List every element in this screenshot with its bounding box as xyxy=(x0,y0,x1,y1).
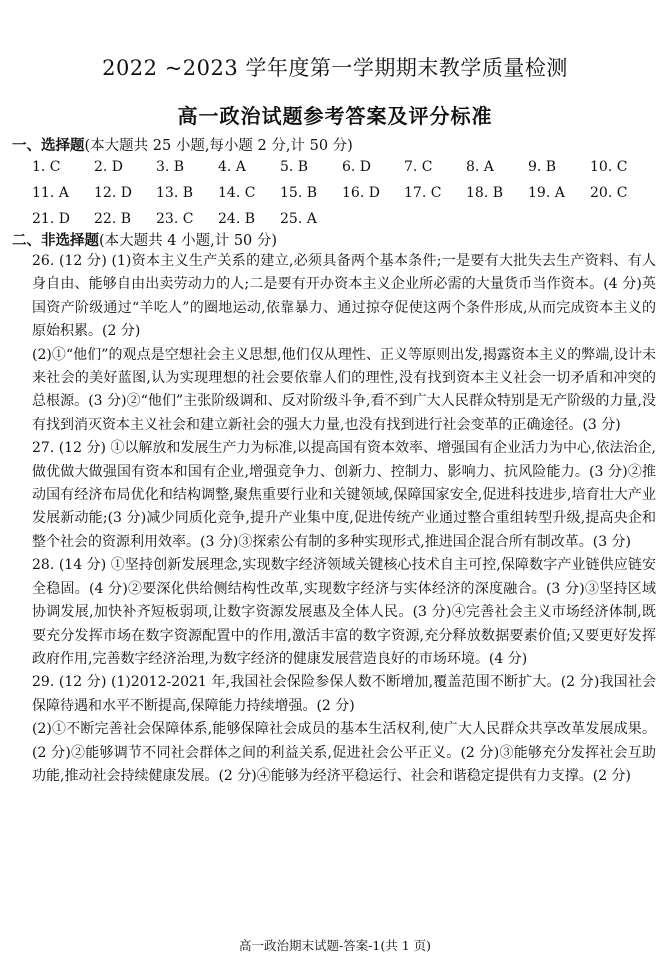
section-note: (本大题共 25 小题,每小题 2 分,计 50 分) xyxy=(84,138,353,154)
answer-paragraph: 27. (12 分) ①以解放和发展生产力为标准,以提高国有资本效率、增强国有企业活力为中心,依法治企,做优做大做强国有资本和国有企业,增强竞争力、创新力、控制力、影响力、抗风险能力。(3 分)②推动国有经济布局优化和结构调整,聚焦重要行业和关键领域,保障国家安全,促进科技进步,培育壮大产业发展新动能;(3 分)减少同质化竞争,提升产业集中度,促进传统产业通过整合重组转型升级,提高央企和整个社会的资源利用效率。(3 分)③探索公有制的多种实现形式,推进国企混合所有制改革。(3 分) xyxy=(32,440,656,550)
choice-answer: 6. D xyxy=(342,159,372,175)
answer-paragraph: 29. (12 分) (1)2012-2021 年,我国社会保险参保人数不断增加,覆盖范围不断扩大。(2 分)我国社会保障待遇和水平不断提高,保障能力持续增强。(2 分) xyxy=(32,674,656,714)
choice-answer: 16. D xyxy=(342,185,380,201)
choice-answer: 17. C xyxy=(404,185,442,201)
answer-paragraph: (2)①“他们”的观点是空想社会主义思想,他们仅从理性、正义等原则出发,揭露资本主义的弊端,设计未来社会的美好蓝图,认为实现理想的社会要依靠人们的理性,没有找到资本主义社会一切矛盾和冲突的总根源。(3 分)②“他们”主张阶级调和、反对阶级斗争,看不到广大人民群众特别是无产阶级的力量,没有找到消灭资本主义社会和建立新社会的强大力量,也没有找到进行社会变革的正确途径。(3 分) xyxy=(32,346,656,433)
choice-answer: 8. A xyxy=(466,159,494,175)
choice-answer: 23. C xyxy=(156,211,194,227)
section-multiple-choice-heading xyxy=(12,134,353,155)
choice-answer: 25. A xyxy=(280,211,317,227)
section-note: (本大题共 4 小题,计 50 分) xyxy=(99,233,278,249)
choice-answer: 21. D xyxy=(32,211,70,227)
answer-paragraph: 26. (12 分) (1)资本主义生产关系的建立,必须具备两个基本条件;一是要有大批失去生产资料、有人身自由、能够自由出卖劳动力的人;二是要有开办资本主义企业所必需的大量货币当作资本。(4 分)英国资产阶级通过“羊吃人”的圈地运动,依靠暴力、通过掠夺促使这两个条件形成,从而完成资本主义的原始积累。(2 分) xyxy=(32,253,656,340)
choice-answer: 13. B xyxy=(156,185,194,201)
open-question-answers xyxy=(32,250,656,788)
section-label: 一、选择题 xyxy=(12,137,85,154)
choice-answer: 20. C xyxy=(590,185,628,201)
choice-answer: 22. B xyxy=(94,211,132,227)
choice-answer: 1. C xyxy=(32,159,61,175)
choice-answer: 11. A xyxy=(32,185,69,201)
page-subtitle: 高一政治试题参考答案及评分标准 xyxy=(177,104,493,128)
choice-answer: 24. B xyxy=(218,211,256,227)
question-answer-block xyxy=(32,554,656,671)
choice-answer: 4. A xyxy=(218,159,246,175)
choice-answer: 15. B xyxy=(280,185,318,201)
page-title: 2022 ~2023 学年度第一学期期末教学质量检测 xyxy=(102,56,568,80)
page-footer: 高一政治期末试题-答案-1(共 1 页) xyxy=(238,938,432,953)
answer-paragraph: 28. (14 分) ①坚持创新发展理念,实现数字经济领域关键核心技术自主可控,保障数字产业链供应链安全稳固。(4 分)②要深化供给侧结构性改革,实现数字经济与实体经济的深度融合。(3 分)③坚持区域协调发展,加快补齐短板弱项,让数字资源发展惠及全体人民。(3 分)④完善社会主义市场经济体制,既要充分发挥市场在数字资源配置中的作用,激活丰富的数字资源,充分释放数据要素价值;又要更好发挥政府作用,完善数字经济治理,为数字经济的健康发展营造良好的市场环境。(4 分) xyxy=(32,557,656,667)
choice-answer: 7. C xyxy=(404,159,433,175)
choice-answer: 9. B xyxy=(528,159,557,175)
choice-answer: 3. B xyxy=(156,159,185,175)
question-answer-block xyxy=(32,250,656,437)
choice-answer: 2. D xyxy=(94,159,124,175)
answer-paragraph: (2)①不断完善社会保障体系,能够保障社会成员的基本生活权利,使广大人民群众共享改革发展成果。(2 分)②能够调节不同社会群体之间的利益关系,促进社会公平正义。(2 分)③能够充分发挥社会互助功能,推动社会持续健康发展。(2 分)④能够为经济平稳运行、社会和谐稳定提供有力支撑。(2 分) xyxy=(32,721,656,784)
choice-answer: 19. A xyxy=(528,185,565,201)
question-answer-block xyxy=(32,671,656,788)
choice-answer-grid xyxy=(32,154,652,232)
choice-answer: 10. C xyxy=(590,159,628,175)
choice-answer: 18. B xyxy=(466,185,504,201)
choice-answer: 12. D xyxy=(94,185,132,201)
choice-answer: 5. B xyxy=(280,159,309,175)
section-open-questions-heading xyxy=(12,229,277,250)
choice-answer: 14. C xyxy=(218,185,256,201)
question-answer-block xyxy=(32,437,656,554)
section-label: 二、非选择题 xyxy=(12,232,99,249)
